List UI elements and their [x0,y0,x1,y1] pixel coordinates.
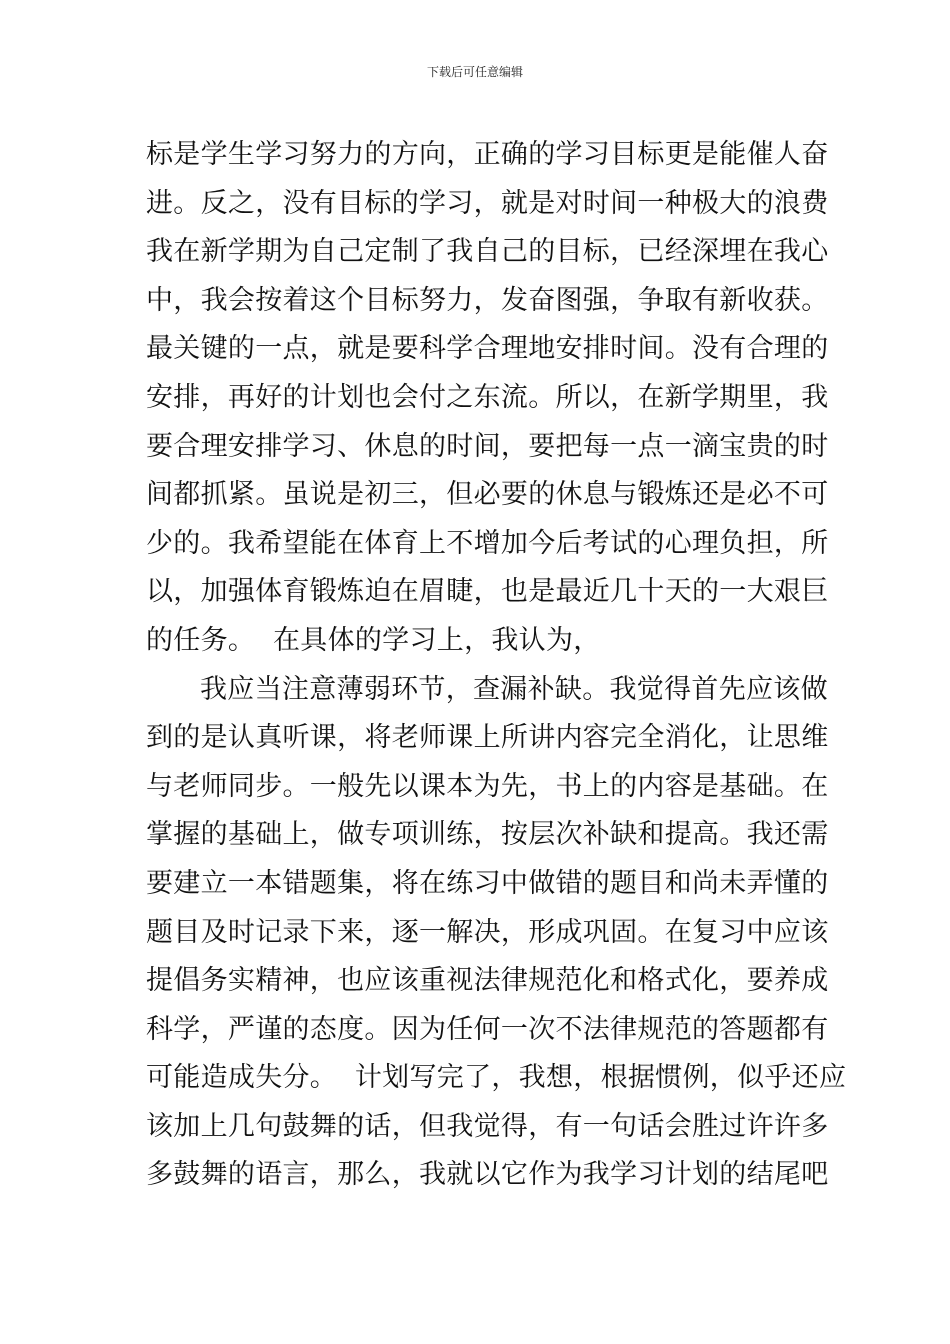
text-line: 可能造成失分。 计划写完了，我想，根据惯例，似乎还应 [146,1062,847,1094]
text-line: 要建立一本错题集，将在练习中做错的题目和尚未弄懂的 [146,867,829,899]
text-line: 的任务。 在具体的学习上，我认为， [146,624,601,656]
paragraph-first-line: 我应当注意薄弱环节，查漏补缺。我觉得首先应该做 [200,673,828,705]
document-body [146,131,847,1200]
text-line: 科学，严谨的态度。因为任何一次不法律规范的答题都有 [146,1013,829,1045]
text-line: 与老师同步。一般先以课本为先，书上的内容是基础。在 [146,770,829,802]
text-line: 掌握的基础上，做专项训练，按层次补缺和提高。我还需 [146,819,829,851]
text-line: 间都抓紧。虽说是初三，但必要的休息与锻炼还是必不可 [146,479,829,511]
text-line: 进。反之，没有目标的学习，就是对时间一种极大的浪费 [146,187,829,219]
text-line: 该加上几句鼓舞的话，但我觉得，有一句话会胜过许许多 [146,1110,829,1142]
text-line: 中，我会按着这个目标努力，发奋图强，争取有新收获。 [146,284,829,316]
text-line: 提倡务实精神，也应该重视法律规范化和格式化，要养成 [146,965,829,997]
text-line: 少的。我希望能在体育上不增加今后考试的心理负担，所 [146,527,829,559]
text-line: 以，加强体育锻炼迫在眉睫，也是最近几十天的一大艰巨 [146,576,829,608]
text-line: 到的是认真听课，将老师课上所讲内容完全消化，让思维 [146,722,829,754]
text-line: 要合理安排学习、休息的时间，要把每一点一滴宝贵的时 [146,430,829,462]
text-line: 题目及时记录下来，逐一解决，形成巩固。在复习中应该 [146,916,829,948]
text-line: 标是学生学习努力的方向，正确的学习目标更是能催人奋 [146,139,829,170]
text-line: 我在新学期为自己定制了我自己的目标，已经深埋在我心 [146,236,829,268]
text-line: 多鼓舞的语言，那么，我就以它作为我学习计划的结尾吧 [146,1159,829,1191]
text-line: 安排，再好的计划也会付之东流。所以，在新学期里，我 [146,381,829,413]
page-header: 下载后可任意编辑 [426,65,523,79]
text-line: 最关键的一点，就是要科学合理地安排时间。没有合理的 [146,333,829,365]
